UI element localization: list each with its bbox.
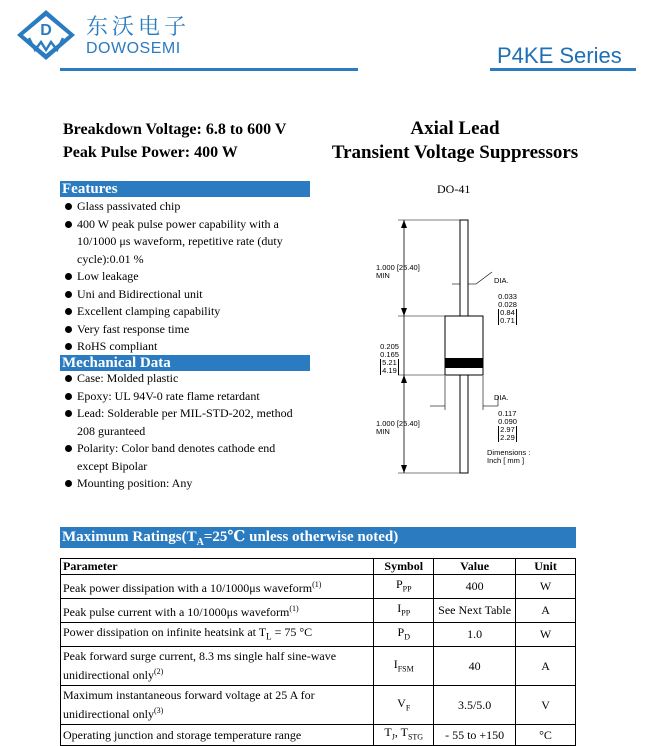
feature-item: Excellent clamping capability [62, 303, 302, 321]
table-row [61, 575, 576, 599]
mechanical-item: Epoxy: UL 94V-0 rate flame retardant [62, 388, 302, 406]
col-value: Value [434, 559, 516, 575]
title-line-2: Transient Voltage Suppressors [331, 142, 579, 163]
svg-text:D: D [40, 22, 52, 39]
unit-cell: V [516, 686, 576, 725]
body-length: 0.205 0.165 5.21 4.19 [380, 342, 399, 375]
table-header-row [61, 559, 576, 575]
mechanical-item: Lead: Solderable per MIL-STD-202, method 208 guranteed [62, 405, 302, 440]
unit-cell: W [516, 623, 576, 647]
body-diameter: DIA. 0.117 0.090 2.97 2.29 [494, 393, 517, 442]
mechanical-heading: Mechanical Data [60, 355, 310, 371]
value-cell: 1.0 [434, 623, 516, 647]
feature-item: Very fast response time [62, 321, 302, 339]
feature-item: Glass passivated chip [62, 198, 302, 216]
feature-item: RoHS compliant [62, 338, 302, 356]
value-cell: See Next Table [434, 599, 516, 623]
unit-cell: W [516, 575, 576, 599]
peak-pulse-power: Peak Pulse Power: 400 W [63, 144, 238, 161]
lead-length-top: 1.000 [25.40] MIN [376, 263, 420, 280]
param-cell: Peak forward surge current, 8.3 ms single half sine-wave unidirectional only$^{(2)}$ [61, 647, 374, 686]
header-rule-right [490, 68, 636, 71]
feature-item: 400 W peak pulse power capability with a 10/1000 μs waveform, repetitive rate (duty cycle):0.01 % [62, 216, 302, 269]
param-cell: Peak pulse current with a 10/1000μs waveform$^{(1)}$ [61, 599, 374, 623]
mechanical-item: Case: Molded plastic [62, 370, 302, 388]
summary-block [63, 118, 286, 164]
table-row [61, 599, 576, 623]
unit-cell: A [516, 599, 576, 623]
symbol-cell: $I_{FSM}$ [374, 647, 434, 686]
value-cell: 40 [434, 647, 516, 686]
company-name-cn: 东沃电子 [86, 15, 191, 40]
logo [15, 8, 77, 62]
feature-item: Uni and Bidirectional unit [62, 286, 302, 304]
mechanical-item: Polarity: Color band denotes cathode end except Bipolar [62, 440, 302, 475]
param-cell: Maximum instantaneous forward voltage at 25 A for unidirectional only$^{(3)}$ [61, 686, 374, 725]
features-list [62, 198, 302, 356]
lead-diameter: DIA. 0.033 0.028 0.84 0.71 [494, 276, 517, 325]
value-cell: 400 [434, 575, 516, 599]
symbol-cell: $I_{PP}$ [374, 599, 434, 623]
mechanical-item: Mounting position: Any [62, 475, 302, 493]
lead-length-bottom: 1.000 [25.40] MIN [376, 419, 420, 436]
mechanical-list [62, 370, 302, 493]
feature-item: Low leakage [62, 268, 302, 286]
col-parameter: Parameter [61, 559, 374, 575]
col-symbol: Symbol [374, 559, 434, 575]
table-row [61, 623, 576, 647]
param-cell: Power dissipation on infinite heatsink at $T_L = 75$ °C [61, 623, 374, 647]
title-line-1: Axial Lead [410, 118, 500, 139]
table-row [61, 686, 576, 725]
dimensions-note: Dimensions : Inch [ mm ] [487, 448, 531, 465]
ratings-heading: Maximum $Ratings(T_A=25℃$ unless otherwise noted) [60, 527, 576, 548]
package-name: DO-41 [437, 182, 471, 196]
product-title [310, 117, 600, 165]
value-cell: 3.5/5.0 [434, 686, 516, 725]
unit-cell: A [516, 647, 576, 686]
col-unit: Unit [516, 559, 576, 575]
company-name-en: DOWOSEMI [86, 40, 181, 57]
series-title: P4KE Series [497, 43, 622, 68]
param-cell: Peak power dissipation with a 10/1000μs waveform$^{(1)}$ [61, 575, 374, 599]
table-row [61, 647, 576, 686]
value-cell: - 55 to +150 [434, 725, 516, 745]
symbol-cell: $P_D$ [374, 623, 434, 647]
top-lead [460, 220, 468, 316]
breakdown-voltage: Breakdown Voltage: 6.8 to 600 V [63, 121, 287, 138]
header-rule [60, 68, 358, 71]
do41-package-drawing [370, 210, 570, 480]
param-cell: Operating junction and storage temperature range [61, 725, 374, 745]
symbol-cell: $V_F$ [374, 686, 434, 725]
symbol-cell: $P_{PP}$ [374, 575, 434, 599]
table-row [61, 725, 576, 745]
bottom-lead [460, 375, 468, 473]
unit-cell: °C [516, 725, 576, 745]
dowosemi-logo-icon [15, 8, 77, 62]
ratings-table [60, 558, 576, 746]
cathode-band [445, 358, 483, 368]
symbol-cell: $T_J$, $T_{STG}$ [374, 725, 434, 745]
features-heading: Features [60, 181, 310, 197]
